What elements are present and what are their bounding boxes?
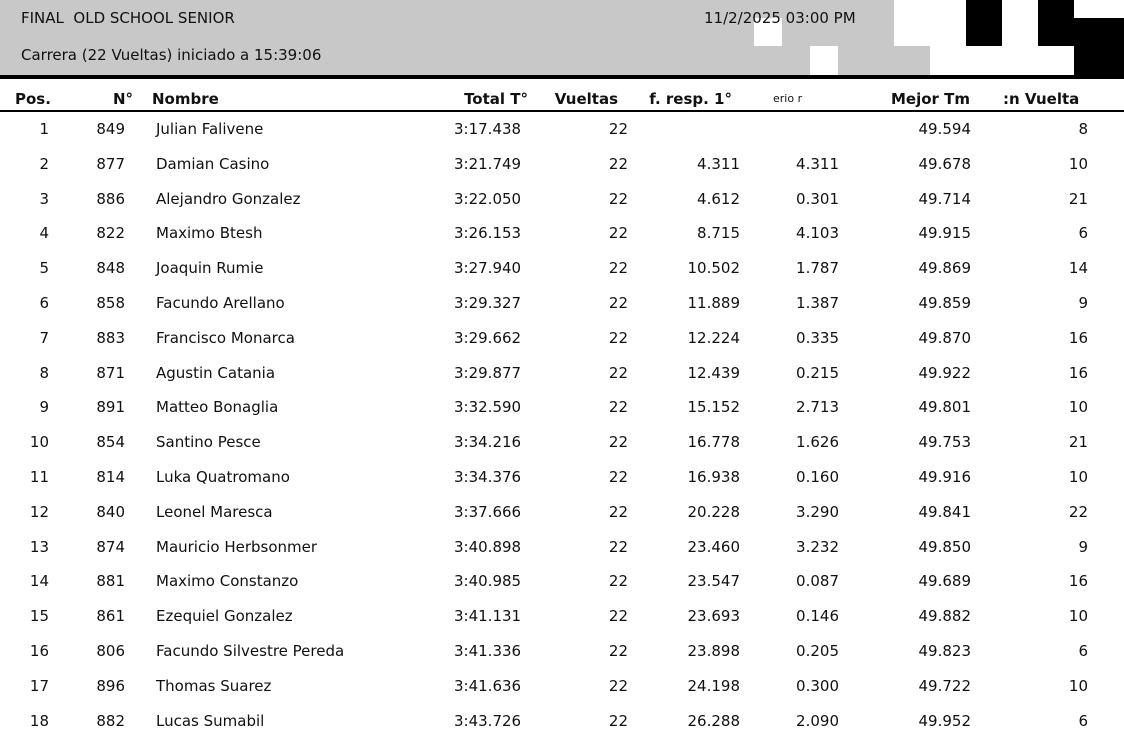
cell-pos: 3 [39, 189, 49, 208]
cell-total-time: 3:32.590 [454, 398, 522, 417]
cell-laps: 22 [608, 572, 628, 591]
cell-best-time: 49.823 [918, 642, 971, 660]
flag-square [1038, 18, 1074, 46]
cell-best-lap: 21 [1068, 433, 1088, 452]
cell-best-time: 49.952 [918, 711, 971, 730]
cell-best-lap: 6 [1078, 642, 1088, 660]
cell-gap-previous: 0.215 [796, 363, 839, 382]
cell-laps: 22 [608, 363, 628, 382]
cell-best-time: 49.714 [918, 189, 971, 208]
cell-pos: 16 [29, 642, 49, 660]
cell-gap-previous: 1.387 [796, 294, 839, 312]
cell-gap-first: 23.693 [687, 607, 740, 626]
cell-gap-previous: 1.787 [796, 259, 839, 278]
cell-gap-first: 26.288 [687, 711, 740, 730]
cell-gap-first: 12.224 [687, 328, 740, 347]
cell-pos: 1 [39, 120, 49, 138]
cell-total-time: 3:41.636 [454, 676, 522, 695]
cell-best-time: 49.882 [918, 607, 971, 626]
flag-square [966, 18, 1002, 46]
flag-square [1038, 46, 1074, 76]
cell-best-time: 49.594 [918, 120, 971, 138]
race-title: FINAL OLD SCHOOL SENIOR [21, 9, 235, 27]
cell-gap-previous: 0.087 [796, 572, 839, 591]
cell-name: Agustin Catania [156, 363, 276, 382]
cell-name: Lucas Sumabil [156, 711, 265, 730]
cell-name: Thomas Suarez [156, 676, 272, 695]
table-row [0, 112, 1124, 146]
cell-name: Maximo Constanzo [156, 572, 299, 591]
cell-laps: 22 [608, 711, 628, 730]
cell-number: 848 [96, 259, 125, 278]
cell-number: 849 [96, 120, 125, 138]
cell-gap-previous: 4.311 [796, 154, 839, 173]
flag-square [854, 18, 882, 46]
cell-best-time: 49.915 [918, 224, 971, 243]
cell-pos: 12 [29, 502, 49, 521]
cell-gap-previous: 2.090 [796, 711, 839, 730]
cell-pos: 5 [39, 259, 49, 278]
cell-name: Damian Casino [156, 154, 270, 173]
cell-total-time: 3:34.376 [454, 468, 522, 486]
cell-number: 840 [96, 502, 125, 521]
cell-gap-previous: 1.626 [796, 433, 839, 452]
cell-best-lap: 6 [1078, 224, 1088, 243]
cell-best-lap: 16 [1068, 328, 1088, 347]
cell-best-time: 49.753 [918, 433, 971, 452]
cell-laps: 22 [608, 676, 628, 695]
table-row [0, 390, 1124, 424]
cell-laps: 22 [608, 433, 628, 452]
cell-laps: 22 [608, 607, 628, 626]
cell-total-time: 3:40.985 [454, 572, 522, 591]
cell-name: Matteo Bonaglia [156, 398, 279, 417]
cell-name: Mauricio Herbsonmer [156, 537, 318, 556]
cell-pos: 4 [39, 224, 49, 243]
col-total-time: Total T° [464, 90, 528, 108]
cell-name: Maximo Btesh [156, 224, 263, 243]
cell-name: Santino Pesce [156, 433, 261, 452]
cell-number: 886 [96, 189, 125, 208]
cell-laps: 22 [608, 120, 628, 138]
cell-number: 858 [96, 294, 125, 312]
flag-square [854, 0, 882, 18]
cell-best-lap: 10 [1068, 154, 1088, 173]
cell-gap-first: 23.460 [687, 537, 740, 556]
flag-square [1074, 18, 1124, 46]
cell-gap-first: 11.889 [687, 294, 740, 312]
cell-laps: 22 [608, 189, 628, 208]
flag-square [1074, 0, 1124, 18]
cell-best-time: 49.841 [918, 502, 971, 521]
cell-pos: 9 [39, 398, 49, 417]
table-row [0, 251, 1124, 285]
cell-name: Julian Falivene [156, 120, 264, 138]
cell-total-time: 3:22.050 [454, 189, 522, 208]
cell-laps: 22 [608, 154, 628, 173]
flag-square [930, 0, 966, 18]
col-best-time: Mejor Tm [890, 90, 970, 108]
flag-square [894, 18, 930, 46]
flag-square [1002, 18, 1038, 46]
cell-gap-previous: 0.301 [796, 189, 839, 208]
col-laps: Vueltas [554, 90, 618, 108]
cell-number: 896 [96, 676, 125, 695]
cell-name: Leonel Maresca [156, 502, 273, 521]
cell-best-lap: 10 [1068, 468, 1088, 486]
cell-total-time: 3:29.327 [454, 294, 522, 312]
cell-total-time: 3:26.153 [454, 224, 522, 243]
col-name: Nombre [152, 90, 219, 108]
table-row [0, 182, 1124, 216]
table-row [0, 530, 1124, 564]
flag-square [930, 18, 966, 46]
cell-total-time: 3:37.666 [454, 502, 522, 521]
cell-number: 806 [96, 642, 125, 660]
cell-number: 882 [96, 711, 125, 730]
cell-laps: 22 [608, 502, 628, 521]
cell-best-lap: 14 [1068, 259, 1088, 278]
table-row [0, 460, 1124, 494]
cell-pos: 17 [29, 676, 49, 695]
table-row [0, 634, 1124, 668]
cell-best-lap: 6 [1078, 711, 1088, 730]
flag-square [894, 46, 930, 76]
col-gap-previous: erio r [773, 92, 803, 105]
flag-square [966, 46, 1002, 76]
cell-total-time: 3:17.438 [454, 120, 522, 138]
cell-pos: 11 [29, 468, 49, 486]
cell-number: 877 [96, 154, 125, 173]
cell-best-time: 49.869 [918, 259, 971, 278]
cell-gap-first: 24.198 [687, 676, 740, 695]
cell-total-time: 3:34.216 [454, 433, 522, 452]
cell-laps: 22 [608, 468, 628, 486]
cell-best-time: 49.870 [918, 328, 971, 347]
col-number: N° [113, 90, 134, 108]
cell-laps: 22 [608, 328, 628, 347]
cell-number: 883 [96, 328, 125, 347]
cell-gap-previous: 0.160 [796, 468, 839, 486]
cell-best-time: 49.850 [918, 537, 971, 556]
cell-name: Joaquin Rumie [156, 259, 264, 278]
flag-square [1038, 0, 1074, 18]
cell-number: 814 [96, 468, 125, 486]
cell-gap-previous: 0.300 [796, 676, 839, 695]
cell-name: Francisco Monarca [156, 328, 295, 347]
cell-gap-previous: 0.205 [796, 642, 839, 660]
cell-gap-first: 10.502 [687, 259, 740, 278]
cell-best-lap: 16 [1068, 572, 1088, 591]
cell-best-lap: 21 [1068, 189, 1088, 208]
cell-pos: 13 [29, 537, 49, 556]
cell-best-lap: 10 [1068, 676, 1088, 695]
table-row [0, 495, 1124, 529]
table-row [0, 286, 1124, 320]
col-best-lap: :n Vuelta [1003, 90, 1080, 108]
cell-pos: 18 [29, 711, 49, 730]
race-datetime: 11/2/2025 03:00 PM [704, 9, 856, 27]
cell-name: Alejandro Gonzalez [156, 189, 301, 208]
table-row [0, 216, 1124, 250]
cell-best-lap: 9 [1078, 294, 1088, 312]
cell-pos: 2 [39, 154, 49, 173]
cell-name: Ezequiel Gonzalez [156, 607, 293, 626]
table-row [0, 321, 1124, 355]
race-subtitle: Carrera (22 Vueltas) iniciado a 15:39:06 [21, 46, 322, 64]
cell-total-time: 3:21.749 [454, 154, 522, 173]
cell-total-time: 3:41.336 [454, 642, 522, 660]
cell-best-time: 49.689 [918, 572, 971, 591]
cell-pos: 15 [29, 607, 49, 626]
cell-gap-previous: 0.146 [796, 607, 839, 626]
cell-gap-first: 4.311 [697, 154, 740, 173]
flag-square [930, 46, 966, 76]
cell-gap-first: 12.439 [687, 363, 740, 382]
cell-gap-previous: 3.232 [796, 537, 839, 556]
table-row [0, 356, 1124, 390]
cell-best-lap: 10 [1068, 607, 1088, 626]
report-header [0, 0, 1124, 76]
cell-gap-first: 20.228 [687, 502, 740, 521]
cell-best-lap: 8 [1078, 120, 1088, 138]
col-pos: Pos. [15, 90, 51, 108]
cell-gap-first: 23.547 [687, 572, 740, 591]
cell-gap-first: 4.612 [697, 189, 740, 208]
cell-number: 871 [96, 363, 125, 382]
table-row [0, 704, 1124, 738]
flag-square [1002, 46, 1038, 76]
cell-gap-first: 23.898 [687, 642, 740, 660]
cell-gap-first: 8.715 [697, 224, 740, 243]
cell-name: Luka Quatromano [156, 468, 290, 486]
cell-best-lap: 22 [1068, 502, 1088, 521]
cell-number: 822 [96, 224, 125, 243]
cell-number: 891 [96, 398, 125, 417]
flag-square [894, 0, 930, 18]
cell-total-time: 3:40.898 [454, 537, 522, 556]
cell-number: 861 [96, 607, 125, 626]
cell-laps: 22 [608, 398, 628, 417]
cell-laps: 22 [608, 537, 628, 556]
cell-gap-previous: 4.103 [796, 224, 839, 243]
cell-gap-first: 16.938 [687, 468, 740, 486]
header-divider [0, 75, 1124, 79]
flag-square [810, 46, 838, 76]
cell-best-time: 49.678 [918, 154, 971, 173]
table-row [0, 669, 1124, 703]
flag-square [1074, 46, 1124, 76]
cell-laps: 22 [608, 259, 628, 278]
cell-name: Facundo Silvestre Pereda [156, 642, 345, 660]
cell-laps: 22 [608, 224, 628, 243]
cell-number: 874 [96, 537, 125, 556]
cell-total-time: 3:29.662 [454, 328, 522, 347]
cell-best-time: 49.722 [918, 676, 971, 695]
flag-square [754, 46, 782, 76]
table-row [0, 425, 1124, 459]
cell-number: 854 [96, 433, 125, 452]
cell-gap-previous: 3.290 [796, 502, 839, 521]
cell-pos: 10 [29, 433, 49, 452]
table-row [0, 564, 1124, 598]
cell-laps: 22 [608, 294, 628, 312]
cell-total-time: 3:29.877 [454, 363, 522, 382]
cell-best-lap: 9 [1078, 537, 1088, 556]
cell-gap-first: 15.152 [687, 398, 740, 417]
table-row [0, 599, 1124, 633]
cell-name: Facundo Arellano [156, 294, 285, 312]
cell-best-time: 49.916 [918, 468, 971, 486]
cell-best-lap: 16 [1068, 363, 1088, 382]
cell-gap-previous: 0.335 [796, 328, 839, 347]
cell-best-time: 49.859 [918, 294, 971, 312]
cell-gap-first: 16.778 [687, 433, 740, 452]
cell-total-time: 3:41.131 [454, 607, 522, 626]
cell-best-lap: 10 [1068, 398, 1088, 417]
col-gap-first: f. resp. 1° [649, 90, 732, 108]
flag-square [1002, 0, 1038, 18]
cell-total-time: 3:43.726 [454, 711, 522, 730]
cell-number: 881 [96, 572, 125, 591]
cell-pos: 14 [29, 572, 49, 591]
cell-pos: 8 [39, 363, 49, 382]
cell-laps: 22 [608, 642, 628, 660]
flag-square [966, 0, 1002, 18]
cell-pos: 6 [39, 294, 49, 312]
flag-square [854, 46, 882, 76]
cell-best-time: 49.922 [918, 363, 971, 382]
cell-total-time: 3:27.940 [454, 259, 522, 278]
cell-pos: 7 [39, 328, 49, 347]
table-row [0, 147, 1124, 181]
cell-best-time: 49.801 [918, 398, 971, 417]
cell-gap-previous: 2.713 [796, 398, 839, 417]
